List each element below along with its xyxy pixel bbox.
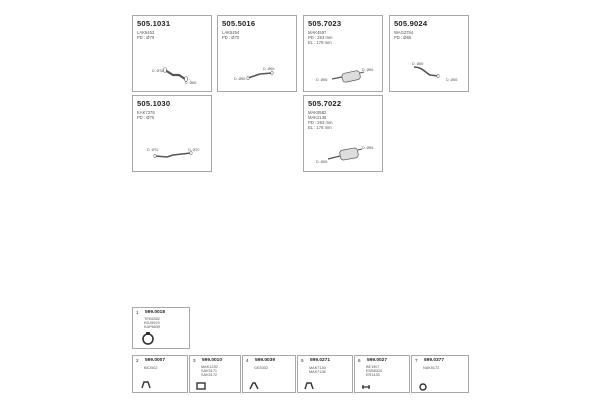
exhaust-muffler-drawing — [314, 61, 374, 91]
vehicle-code: PD : Ø65 — [394, 35, 412, 40]
bracket-icon — [249, 381, 259, 391]
part-index: 4 — [246, 358, 249, 363]
part-card-599-0010[interactable] — [189, 355, 241, 393]
part-code: MAK7136 — [309, 370, 326, 374]
part-code: EDB5320 — [366, 369, 383, 373]
exhaust-pipe-drawing — [141, 138, 205, 168]
exhaust-pipe-drawing — [143, 61, 203, 91]
hanger-icon — [418, 382, 428, 392]
exhaust-pipe-drawing — [228, 61, 288, 91]
part-code: BE2502 — [144, 366, 158, 370]
vehicle-code: PD : Ø70 — [137, 115, 155, 120]
part-code: NAK5172 — [423, 366, 440, 370]
vehicle-code: MAK8582 — [308, 110, 327, 115]
part-number: 505.5016 — [222, 19, 256, 28]
vehicle-code: EL : 178 mm — [308, 125, 332, 130]
exhaust-card-505-9024[interactable] — [389, 15, 469, 92]
part-number: 505.7022 — [308, 99, 342, 108]
part-number: 505.7023 — [308, 19, 342, 28]
diameter-label: D. Ø70 — [152, 69, 164, 73]
vehicle-code: LAK5453 — [137, 30, 155, 35]
vehicle-code: PD : 263 mm — [308, 35, 333, 40]
vehicle-code: PD : Ø70 — [222, 35, 240, 40]
part-code: GE5302 — [254, 366, 268, 370]
part-index: 7 — [415, 358, 418, 363]
exhaust-card-505-1031[interactable] — [132, 15, 212, 92]
part-code: BE1907 — [366, 365, 380, 369]
part-index: 1 — [136, 310, 139, 315]
part-code: TEK6582 — [144, 317, 160, 321]
diameter-label: D. Ø65 — [412, 62, 424, 66]
exhaust-card-505-7022[interactable] — [303, 95, 383, 172]
diameter-label: D. Ø65 — [316, 78, 328, 82]
part-code: MAK7130 — [309, 366, 326, 370]
diameter-label: D. Ø65 — [316, 160, 328, 164]
exhaust-card-505-7023[interactable] — [303, 15, 383, 92]
diameter-label: D. Ø65 — [185, 81, 197, 85]
diameter-label: D. Ø65 — [263, 67, 275, 71]
part-code: SAK5172 — [201, 373, 218, 377]
clamp-icon — [141, 332, 155, 346]
vehicle-code: PD : Ø70 — [137, 35, 155, 40]
part-index: 6 — [358, 358, 361, 363]
diameter-label: D. Ø65 — [362, 68, 374, 72]
part-number: 599.0007 — [145, 358, 166, 363]
part-card-599-0377[interactable] — [411, 355, 469, 393]
part-index: 2 — [136, 358, 139, 363]
part-index: 5 — [301, 358, 304, 363]
part-number: 599.0027 — [367, 358, 388, 363]
vehicle-code: KAK7378 — [137, 110, 155, 115]
part-index: 3 — [193, 358, 196, 363]
vehicle-code: LAK5454 — [222, 30, 240, 35]
exhaust-card-505-5016[interactable] — [217, 15, 297, 92]
part-code: MAK1230 — [201, 365, 218, 369]
diameter-label: D. Ø65 — [234, 77, 246, 81]
clamp-icon — [141, 380, 151, 390]
part-number: 505.1030 — [137, 99, 171, 108]
vehicle-code: PD : 263 mm — [308, 120, 333, 125]
diameter-label: D. Ø65 — [362, 146, 374, 150]
part-code: SAK5171 — [201, 369, 218, 373]
part-number: 599.0377 — [424, 358, 445, 363]
part-number: 599.0010 — [202, 358, 223, 363]
diameter-label: D. Ø65 — [446, 78, 458, 82]
clamp-icon — [304, 381, 314, 391]
diameter-label: D. Ø70 — [188, 148, 200, 152]
part-code: KAP6839 — [144, 325, 161, 329]
part-code: KDJ5929 — [144, 321, 160, 325]
exhaust-pipe-drawing — [400, 61, 460, 91]
part-card-599-0039[interactable] — [242, 355, 296, 393]
part-number: 599.0018 — [145, 310, 166, 315]
part-number: 599.0271 — [310, 358, 331, 363]
part-card-599-0027[interactable] — [354, 355, 410, 393]
part-card-599-0271[interactable] — [297, 355, 353, 393]
gasket-icon — [196, 381, 206, 391]
vehicle-code: WAG2754 — [394, 30, 414, 35]
part-card-599-0018[interactable] — [132, 307, 190, 349]
part-number: 505.1031 — [137, 19, 171, 28]
vehicle-code: MAK4597 — [308, 30, 327, 35]
exhaust-card-505-1030[interactable] — [132, 95, 212, 172]
vehicle-code: MAK2136 — [308, 115, 327, 120]
part-number: 599.0039 — [255, 358, 276, 363]
vehicle-code: EL : 178 mm — [308, 40, 332, 45]
part-number: 505.9024 — [394, 19, 428, 28]
part-card-599-0007[interactable] — [132, 355, 188, 393]
part-code: ER1430 — [366, 373, 380, 377]
bolt-icon — [361, 382, 371, 392]
diameter-label: D. Ø70 — [147, 148, 159, 152]
